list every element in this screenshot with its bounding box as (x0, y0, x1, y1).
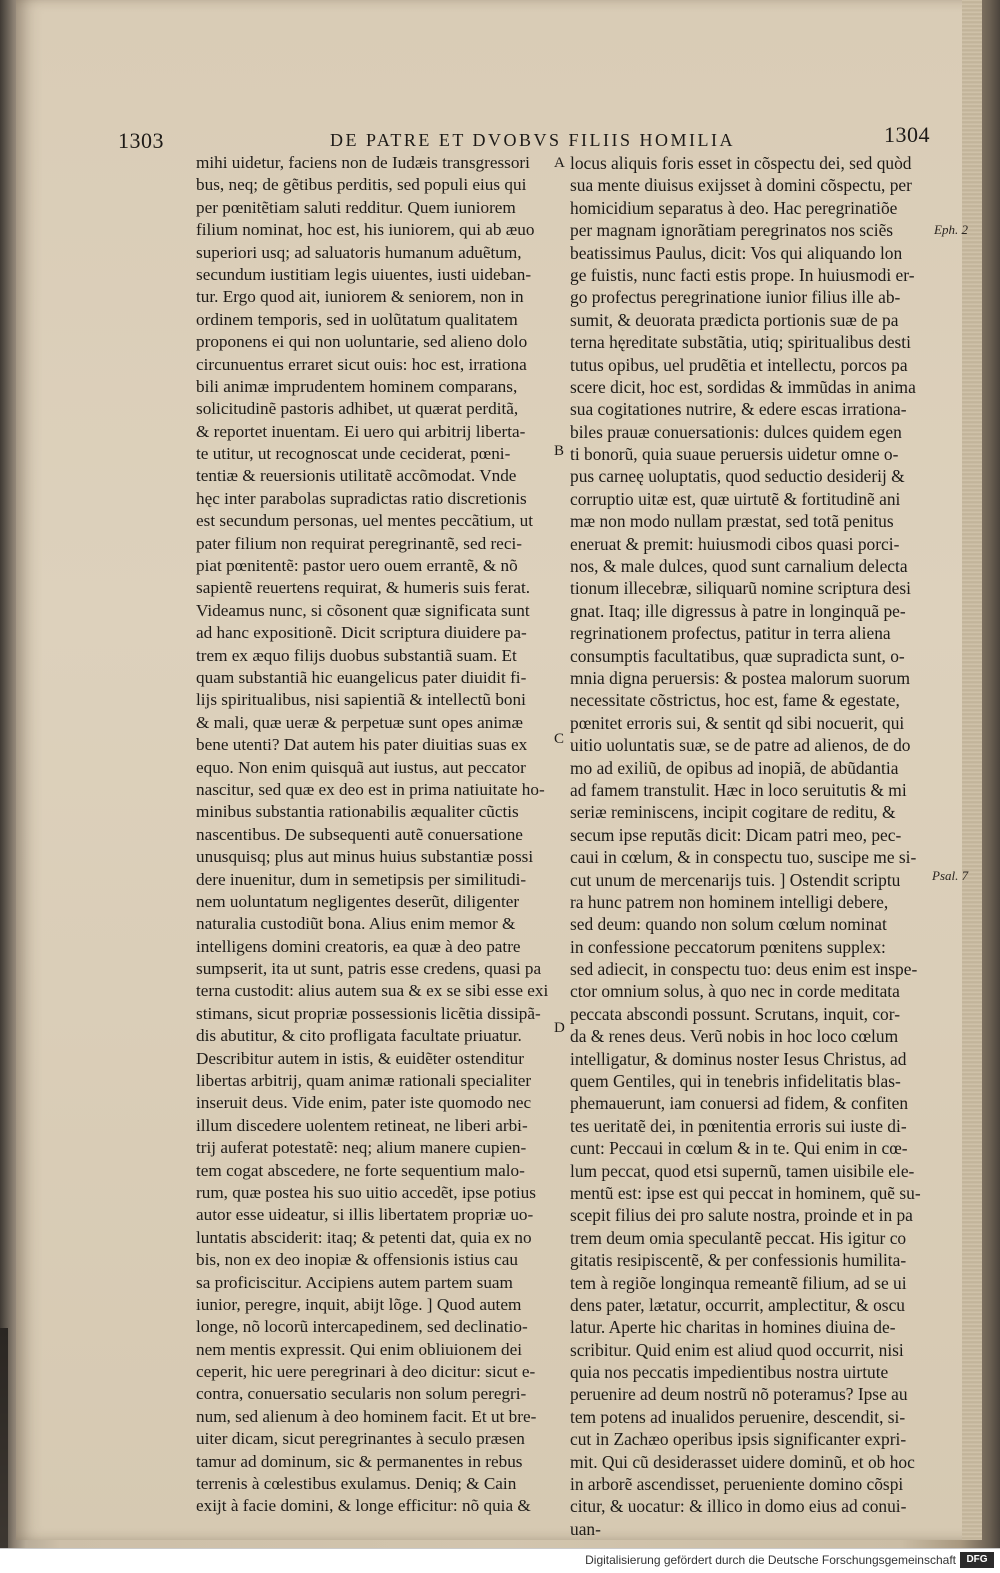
text-line: phemauerunt, iam conuersi ad fidem, & confiten (570, 1093, 909, 1114)
text-line: sumpserit, ita ut sunt, patris esse credens, quasi pa (196, 959, 542, 979)
text-line: tutus opibus, uel prudẽtia et intellectu, porcos pa (570, 354, 908, 375)
text-line: illum discedere uolentem retineat, ne liberi arbi- (196, 1115, 528, 1135)
margin-note-eph: Eph. 2 (934, 222, 968, 237)
text-line: citur, & uocatur: & illico in domo eius ad conui- (570, 1496, 907, 1517)
text-line: trem deum omia speculantẽ peccat. His igitur co (570, 1227, 907, 1248)
text-line: autor esse uideatur, si illis libertatem propriæ uo- (196, 1205, 534, 1225)
text-line: longe, nõ locorũ intercapedinem, sed declinatio- (196, 1317, 528, 1337)
text-line: corruptio uitæ est, quæ uirtutẽ & fortitudinẽ ani (570, 488, 901, 509)
text-line: piat pœnitentẽ: pastor uero ouem errantẽ, & nõ (196, 556, 518, 576)
text-line: intelligatur, & dominus noster Iesus Christus, ad (570, 1048, 907, 1069)
text-line: ceperit, hic uere peregrinari à deo dicitur: sicut e- (196, 1362, 536, 1382)
text-line: mæ non modo nullam præstat, sed totã penitus (570, 511, 894, 532)
text-line: nos, & male dulces, quod sunt carnalium delecta (570, 556, 908, 577)
text-line: pater filium non requirat peregrinantẽ, sed reci- (196, 533, 522, 553)
text-line: beatissimus Paulus, dicit: Vos qui aliquando lon (570, 242, 903, 263)
text-line: terna custodit: alius autem sua & ex se sibi esse exi (196, 981, 549, 1001)
text-line: Videamus nunc, si cõsonent quæ significata sunt (196, 600, 530, 620)
text-line: pus carneę uoluptatis, quod seductio desiderij & (570, 466, 905, 487)
text-line: ra hunc patrem non hominem intelligi debere, (570, 891, 889, 912)
text-line: ti bonorũ, quia suaue peruersis uidetur omne o- (570, 444, 899, 465)
text-line: mnia digna peruersis: & postea malorum suorum (570, 667, 911, 688)
text-line: cunt: Peccaui in cœlum & in te. Qui enim in cœ- (570, 1138, 908, 1159)
text-line: iunior, peregre, inquit, abijt lõge. ] Quod autem (196, 1294, 522, 1314)
text-line: pœnitet erroris sui, & sentit qd sibi nocuerit, qui (570, 712, 905, 733)
text-line: da & renes deus. Verũ nobis in hoc loco cœlum (570, 1026, 899, 1047)
text-line: dens pater, lætatur, occurrit, amplectitur, & oscu (570, 1294, 905, 1315)
text-line: quem Gentiles, qui in tenebris infidelitatis blas- (570, 1071, 901, 1092)
page-number-left: 1303 (118, 128, 164, 153)
text-column-right (570, 152, 932, 1540)
text-line: mo ad exiliũ, de opibus ad inopiã, de abũdantia (570, 757, 899, 778)
text-line: sapientẽ reuertens requirat, & humeris suis ferat. (196, 578, 531, 598)
text-line: per magnam ignorãtiam peregrinatos nos sciẽs (570, 220, 894, 241)
text-line: sua mente diuisus exijsset à domini cõspectu, per (570, 175, 912, 196)
text-line: intelligens domini creatoris, ea quæ à deo patre (196, 936, 521, 956)
text-line: tes ueritatẽ dei, in pœnitentia erroris sui iuste di- (570, 1115, 907, 1136)
text-line: secundum iustitiam legis uiuentes, iusti uideban- (196, 264, 532, 284)
footer-bar (0, 1548, 1000, 1573)
text-line: bis, non ex deo inopiæ & offensionis istius cau (196, 1250, 518, 1270)
text-line: terrenis à cœlestibus exulamus. Deniq; & Cain (196, 1474, 517, 1494)
text-line: superiori usq; ad saluatoris humanum aduẽtum, (196, 242, 522, 262)
text-line: hęc inter parabolas supradictas ratio discretionis (196, 488, 527, 508)
text-line: filium nominat, hoc est, his iuniorem, qui ab æuo (196, 220, 535, 240)
text-line: tur. Ergo quod ait, iuniorem & seniorem, non in (196, 287, 524, 307)
text-line: bus, neq; de gẽtibus perditis, sed populi eius qui (196, 175, 527, 195)
text-line: in arborẽ ascendisset, perueniente domino cõspi (570, 1474, 904, 1495)
text-line: tentiæ & reuersionis utilitatẽ accõmodat. Vnde (196, 466, 517, 486)
text-line: contra, conuersatio secularis non solum peregri- (196, 1384, 527, 1404)
text-line: te utitur, ut recognoscat unde ceciderat, pœni- (196, 444, 511, 464)
text-line: mit. Qui cũ desiderasset uidere dominũ, et ob hoc (570, 1451, 915, 1472)
text-line: uan- (570, 1518, 601, 1539)
text-line: tamur ad dominum, sic & permanentes in rebus (196, 1451, 523, 1471)
text-line: sumit, & deuorata prædicta portionis suæ de pa (570, 309, 899, 330)
section-marker-a: A (554, 155, 565, 171)
text-line: minibus substantia rationabilis æqualiter cũctis (196, 802, 519, 822)
text-line: ctor omnium solus, à quo nec in corde meditata (570, 981, 900, 1002)
text-line: sed deum: quando non solum cœlum nominat (570, 914, 887, 935)
text-line: ordinem temporis, sed in uolũtatum qualitatem (196, 309, 518, 329)
text-line: cut unum de mercenarijs tuis. ] Ostendit scriptu (570, 869, 901, 890)
text-line: sa proficiscitur. Accipiens autem partem suam (196, 1272, 513, 1292)
text-line: ge fuistis, nunc facti estis prope. In huiusmodi er- (570, 264, 915, 285)
text-line: secum ipse reputãs dicit: Dicam patri meo, pec- (570, 824, 902, 845)
text-line: naturalia custodiũt bona. Alius enim memor & (196, 914, 516, 934)
text-line: circunuentus erraret sicut ouis: hoc est, irrationa (196, 354, 527, 374)
section-marker-d: D (554, 1020, 565, 1036)
text-line: per pœnitẽtiam saluti redditur. Quem iuniorem (196, 197, 516, 217)
text-line: scere dicit, hoc est, sordidas & immũdas in anima (570, 376, 916, 397)
text-line: trij auferat potestatẽ: neq; alium manere cupien- (196, 1138, 527, 1158)
text-line: in confessione peccatorum pœnitens supplex: (570, 936, 886, 957)
text-line: tem à regiõe longinqua remeantẽ filium, ad se ui (570, 1272, 907, 1293)
text-line: trem ex æquo filijs duobus substantiã suam. Et (196, 645, 517, 665)
section-marker-c: C (554, 731, 565, 747)
text-line: gitatis resipiscentẽ, & per confessionis humilita- (570, 1250, 907, 1271)
text-line: mihi uidetur, faciens non de Iudæis transgressori (196, 153, 530, 172)
text-line: dis abutitur, & cito profligata facultate priuatur. (196, 1026, 522, 1046)
text-line: libertas arbitrij, quam animæ rationali specialiter (196, 1071, 532, 1091)
text-line: go profectus peregrinatione iunior filius ille ab- (570, 287, 901, 308)
text-line: ad hanc expositionẽ. Dicit scriptura diuidere pa- (196, 623, 527, 643)
text-column-left (196, 152, 550, 1518)
text-line: regrinationem profectus, patitur in terra aliena (570, 623, 891, 644)
text-line: tionum illecebræ, siliquarũ nomine scriptura desi (570, 578, 911, 599)
page-number-right: 1304 (884, 122, 930, 147)
running-title: DE PATRE ET DVOBVS FILIIS HOMILIA (330, 130, 736, 150)
text-line: rum, quæ postea his suo uitio accedẽt, ipse potius (196, 1182, 536, 1202)
text-line: uitio uoluntatis suæ, se de patre ad alienos, de do (570, 735, 911, 756)
text-line: caui in cœlum, & in conspectu tuo, suscipe me si- (570, 847, 917, 868)
text-line: seriæ reminiscens, incipit cogitare de reditu, & (570, 802, 896, 823)
text-line: sed adiecit, in conspectu tuo: deus enim est inspe- (570, 959, 918, 980)
text-line: stimans, sicut propriæ possessionis licẽtia dissipã- (196, 1003, 541, 1023)
text-line: est secundum personas, uel mentes peccãtium, ut (196, 511, 533, 531)
text-line: terna hęreditate substãtia, utiq; spiritualibus desti (570, 332, 911, 353)
text-line: bili animæ imprudentem hominem comparans, (196, 376, 518, 396)
margin-note-psal: Psal. 7 (932, 868, 969, 883)
text-line: mentũ est: ipse est qui peccat in hominem, quẽ su- (570, 1182, 921, 1203)
section-marker-b: B (554, 443, 565, 459)
text-line: proponens ei qui non uoluntarie, sed alieno dolo (196, 332, 528, 352)
footer-credit: Digitalisierung gefördert durch die Deutsche Forschungsgemeinschaft (585, 1553, 956, 1567)
text-line: biles prauæ conuersationis: dulces quidem egen (570, 421, 902, 442)
text-line: Describitur autem in istis, & euidẽter ostenditur (196, 1048, 524, 1068)
text-line: tem potens ad inualidos peruenire, descendit, si- (570, 1406, 906, 1427)
text-line: exijt à facie domini, & longe efficitur: nõ quia & (196, 1496, 531, 1516)
text-line: tem cogat abscedere, ne forte sequentium malo- (196, 1160, 525, 1180)
text-line: unusquisq; plus aut minus huius substantiæ possi (196, 847, 534, 867)
text-line: lum peccat, quod etsi supernũ, tamen uisibile ele- (570, 1160, 915, 1181)
text-line: cut in Zachæo operibus ipsis significanter expri- (570, 1429, 907, 1450)
text-line: eneruat & premit: huiusmodi cibos quasi porci- (570, 533, 900, 554)
text-line: sua cogitationes nutrire, & edere escas irrationa- (570, 399, 907, 420)
text-line: latur. Aperte hic charitas in homines diuina de- (570, 1317, 896, 1338)
text-line: peccata abscondi possunt. Scrutans, inquit, cor- (570, 1003, 900, 1024)
text-line: homicidium separatus à deo. Hac peregrinatiõe (570, 197, 898, 218)
text-line: quam substantiã hic euangelicus pater diuidit fi- (196, 667, 527, 687)
text-line: num, sed alienum à deo hominem facit. Et ut bre- (196, 1406, 537, 1426)
binding-shadow (0, 1328, 8, 1548)
text-line: consumptis facultatibus, quæ supradicta sunt, o- (570, 645, 905, 666)
text-line: uiter dicam, sicut peregrinantes à seculo præsen (196, 1429, 525, 1449)
text-line: locus aliquis foris esset in cõspectu dei, sed quòd (570, 153, 912, 173)
text-line: nascentibus. De subsequenti autẽ conuersatione (196, 824, 523, 844)
dfg-logo: DFG (960, 1552, 994, 1568)
text-line: solicitudinẽ pastoris adhibet, ut quærat perditã, (196, 399, 519, 419)
text-line: gnat. Itaq; ille digressus à patre in longinquã pe- (570, 600, 906, 621)
text-line: ad famem transtulit. Hæc in loco seruitutis & mi (570, 779, 907, 800)
text-line: quia nos peccatis impedientibus nostra uirtute (570, 1362, 889, 1383)
text-line: scribitur. Quid enim est aliud quod occurrit, nisi (570, 1339, 904, 1360)
text-line: lijs spiritualibus, nisi sapientiã & intellectũ boni (196, 690, 526, 710)
text-line: equo. Non enim quisquã aut iustus, aut peccator (196, 757, 526, 777)
text-line: nem uoluntatum negligentes deserũt, diligenter (196, 891, 520, 911)
text-line: peruenire ad deum nostrũ nõ poteramus? Ipse au (570, 1384, 908, 1405)
text-line: nem mentis expressit. Qui enim obliuionem dei (196, 1339, 523, 1359)
text-line: & mali, quæ ueræ & perpetuæ sunt opes animæ (196, 712, 524, 732)
text-line: inseruit deus. Vide enim, pater iste quomodo nec (196, 1093, 532, 1113)
text-line: scepit filius dei pro salute nostra, proinde et in pa (570, 1205, 913, 1226)
text-line: & reportet inuentam. Ei uero qui arbitrij liberta- (196, 421, 526, 441)
text-line: bene utenti? Dat autem his pater diuitias suas ex (196, 735, 528, 755)
text-line: nascitur, sed quæ ex deo est in prima natiuitate ho- (196, 779, 545, 799)
text-line: necessitate cõstrictus, hoc est, fame & egestate, (570, 690, 900, 711)
text-line: luntatis absciderit: itaq; & petenti dat, quia ex no (196, 1227, 532, 1247)
text-line: dere inuenitur, dum in semetipsis per similitudi- (196, 869, 527, 889)
